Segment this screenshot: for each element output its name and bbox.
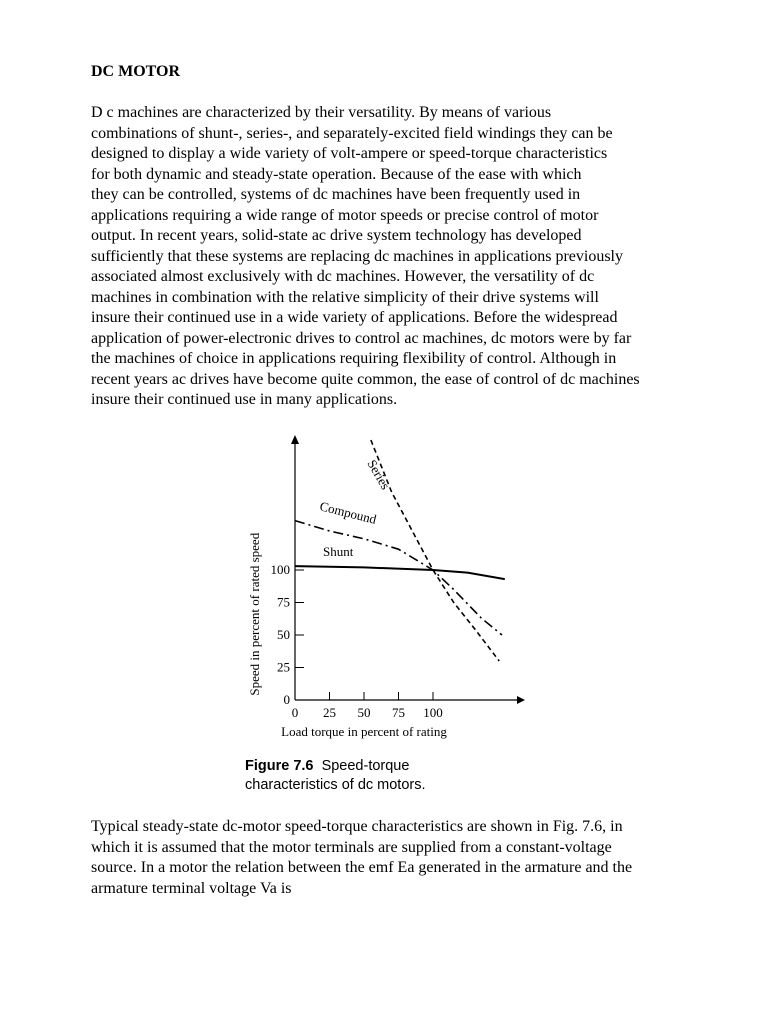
text-line: the machines of choice in applications requiring flexibility of control. Although in [91, 350, 617, 367]
y-axis-arrow [291, 435, 299, 444]
page-heading: DC MOTOR [91, 63, 181, 80]
text-line: application of power-electronic drives to control ac machines, dc motors were by far [91, 329, 632, 347]
y-tick-label: 75 [277, 594, 290, 610]
x-tick-label: 100 [423, 705, 443, 720]
y-tick-label: 0 [283, 692, 290, 707]
text-line: associated almost exclusively with dc machines. However, the versatility of dc [91, 268, 595, 285]
series-line-series [371, 440, 499, 661]
x-axis-arrow [517, 696, 525, 704]
text-line: D c machines are characterized by their versatility. By means of various [91, 104, 552, 121]
text-line: source. In a motor the relation between the emf Ea generated in the armature and the [91, 859, 633, 876]
series-label-shunt: Shunt [323, 544, 354, 559]
speed-torque-chart [240, 430, 540, 750]
text-line: output. In recent years, solid-state ac drive system technology has developed [91, 227, 582, 244]
text-line: designed to display a wide variety of volt-ampere or speed-torque characteristics [91, 145, 608, 162]
x-tick-label: 25 [323, 705, 336, 720]
y-tick-label: 25 [277, 659, 290, 675]
text-line: they can be controlled, systems of dc machines have been frequently used in [91, 186, 581, 203]
figure-caption [245, 757, 426, 795]
y-tick-label: 50 [277, 627, 290, 642]
text-line: recent years ac drives have become quite common, the ease of control of dc machines [91, 370, 640, 388]
x-axis-label: Load torque in percent of rating [281, 724, 447, 739]
text-line: insure their continued use in a wide variety of applications. Before the widespread [91, 309, 618, 326]
figure-number: Figure 7.6 [245, 758, 314, 774]
text-line: armature terminal voltage Va is [91, 879, 292, 897]
chart-labels [247, 457, 447, 739]
y-tick-label: 100 [270, 562, 290, 577]
x-tick-label: 0 [291, 705, 299, 720]
series-line-shunt [295, 566, 505, 579]
figure-caption-line2: characteristics of dc motors. [245, 777, 426, 793]
body-paragraph-characteristics [91, 817, 711, 899]
x-tick-label: 50 [357, 705, 371, 720]
text-line: machines in combination with the relative simplicity of their drive systems will [91, 288, 599, 306]
x-tick-label: 75 [392, 705, 405, 720]
body-paragraph-intro [91, 103, 711, 411]
text-line: insure their continued use in many applications. [91, 391, 398, 408]
series-label-compound: Compound [318, 498, 378, 527]
text-line: applications requiring a wide range of motor speeds or precise control of motor [91, 206, 599, 224]
figure-caption-line1: Speed-torque [321, 758, 410, 774]
text-line: which it is assumed that the motor terminals are supplied from a constant-voltage [91, 838, 612, 856]
text-line: combinations of shunt-, series-, and separately-excited field windings they can be [91, 124, 613, 142]
text-line: for both dynamic and steady-state operation. Because of the ease with which [91, 165, 582, 183]
y-axis-label: Speed in percent of rated speed [247, 532, 262, 696]
text-line: Typical steady-state dc-motor speed-torque characteristics are shown in Fig. 7.6, in [91, 818, 623, 835]
text-line: sufficiently that these systems are replacing dc machines in applications previously [91, 247, 623, 265]
series-line-compound [295, 521, 502, 635]
series-label-series: Series [364, 457, 394, 493]
